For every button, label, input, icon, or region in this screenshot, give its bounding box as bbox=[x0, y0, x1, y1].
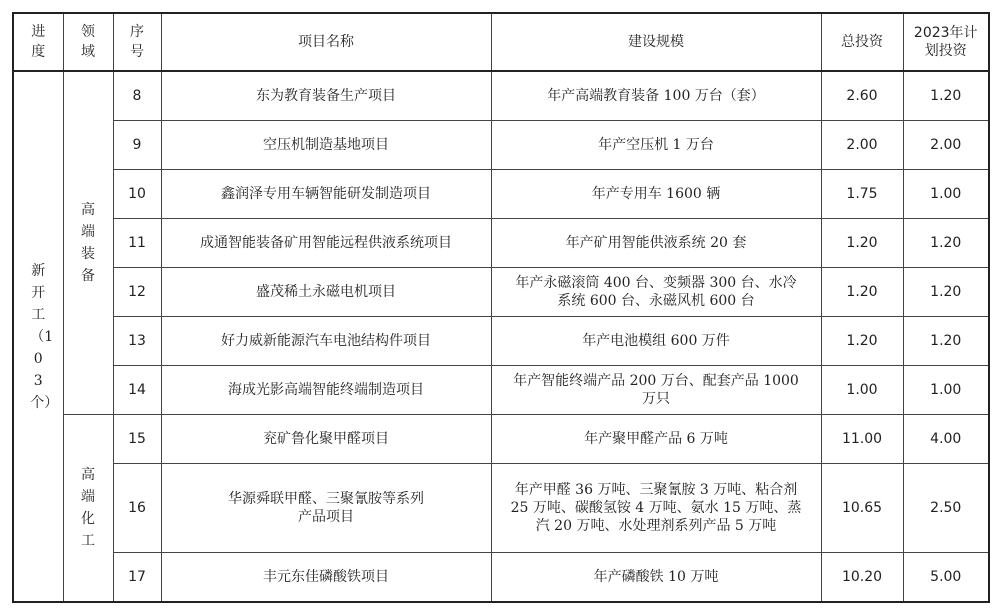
total-cell: 10.65 bbox=[821, 464, 903, 553]
seq-cell: 10 bbox=[113, 170, 161, 219]
header-plan: 2023年计划投资 bbox=[903, 13, 989, 71]
table-row bbox=[13, 553, 989, 603]
table-row bbox=[13, 366, 989, 415]
table-row bbox=[13, 268, 989, 317]
scale-cell: 年产空压机 1 万台 bbox=[491, 121, 821, 170]
seq-cell: 16 bbox=[113, 464, 161, 553]
scale-cell: 年产磷酸铁 10 万吨 bbox=[491, 553, 821, 603]
project-table bbox=[12, 12, 990, 603]
field-group-cell: 高端装备 bbox=[63, 71, 113, 415]
header-field: 领域 bbox=[63, 13, 113, 71]
table-row bbox=[13, 219, 989, 268]
plan-cell: 4.00 bbox=[903, 415, 989, 464]
seq-cell: 17 bbox=[113, 553, 161, 603]
total-cell: 1.20 bbox=[821, 268, 903, 317]
name-cell: 兖矿鲁化聚甲醛项目 bbox=[161, 415, 491, 464]
header-total: 总投资 bbox=[821, 13, 903, 71]
plan-cell: 5.00 bbox=[903, 553, 989, 603]
table-row bbox=[13, 317, 989, 366]
name-cell: 好力威新能源汽车电池结构件项目 bbox=[161, 317, 491, 366]
total-cell: 1.00 bbox=[821, 366, 903, 415]
total-cell: 1.20 bbox=[821, 317, 903, 366]
seq-cell: 12 bbox=[113, 268, 161, 317]
scale-cell: 年产矿用智能供液系统 20 套 bbox=[491, 219, 821, 268]
project-table-container bbox=[12, 12, 988, 602]
plan-cell: 1.00 bbox=[903, 366, 989, 415]
scale-cell: 年产甲醛 36 万吨、三聚氰胺 3 万吨、粘合剂 25 万吨、碳酸氢铵 4 万吨、氨水 15 万吨、蒸汽 20 万吨、水处理剂系列产品 5 万吨 bbox=[491, 464, 821, 553]
total-cell: 2.00 bbox=[821, 121, 903, 170]
name-cell: 盛茂稀土永磁电机项目 bbox=[161, 268, 491, 317]
scale-cell: 年产电池模组 600 万件 bbox=[491, 317, 821, 366]
plan-cell: 2.00 bbox=[903, 121, 989, 170]
table-row bbox=[13, 170, 989, 219]
name-cell: 丰元东佳磷酸铁项目 bbox=[161, 553, 491, 603]
seq-cell: 9 bbox=[113, 121, 161, 170]
total-cell: 1.20 bbox=[821, 219, 903, 268]
scale-cell: 年产高端教育装备 100 万台（套） bbox=[491, 71, 821, 121]
name-cell: 东为教育装备生产项目 bbox=[161, 71, 491, 121]
seq-cell: 8 bbox=[113, 71, 161, 121]
plan-cell: 1.20 bbox=[903, 317, 989, 366]
header-seq: 序号 bbox=[113, 13, 161, 71]
total-cell: 1.75 bbox=[821, 170, 903, 219]
table-row bbox=[13, 464, 989, 553]
scale-cell: 年产智能终端产品 200 万台、配套产品 1000 万只 bbox=[491, 366, 821, 415]
header-progress: 进度 bbox=[13, 13, 63, 71]
scale-cell: 年产永磁滚筒 400 台、变频器 300 台、水冷系统 600 台、永磁风机 600 台 bbox=[491, 268, 821, 317]
plan-cell: 1.20 bbox=[903, 71, 989, 121]
table-row bbox=[13, 71, 989, 121]
name-cell: 空压机制造基地项目 bbox=[161, 121, 491, 170]
name-cell: 华源舜联甲醛、三聚氰胺等系列产品项目 bbox=[161, 464, 491, 553]
seq-cell: 14 bbox=[113, 366, 161, 415]
total-cell: 2.60 bbox=[821, 71, 903, 121]
total-cell: 10.20 bbox=[821, 553, 903, 603]
seq-cell: 11 bbox=[113, 219, 161, 268]
header-name: 项目名称 bbox=[161, 13, 491, 71]
table-row bbox=[13, 415, 989, 464]
header-row bbox=[13, 13, 989, 71]
seq-cell: 13 bbox=[113, 317, 161, 366]
header-scale: 建设规模 bbox=[491, 13, 821, 71]
name-cell: 成通智能装备矿用智能远程供液系统项目 bbox=[161, 219, 491, 268]
name-cell: 鑫润泽专用车辆智能研发制造项目 bbox=[161, 170, 491, 219]
field-group-cell: 高端化工 bbox=[63, 415, 113, 603]
plan-cell: 1.20 bbox=[903, 219, 989, 268]
total-cell: 11.00 bbox=[821, 415, 903, 464]
table-row bbox=[13, 121, 989, 170]
progress-group-cell: 新开工（103个） bbox=[13, 71, 63, 602]
plan-cell: 2.50 bbox=[903, 464, 989, 553]
plan-cell: 1.00 bbox=[903, 170, 989, 219]
name-cell: 海成光影高端智能终端制造项目 bbox=[161, 366, 491, 415]
scale-cell: 年产专用车 1600 辆 bbox=[491, 170, 821, 219]
plan-cell: 1.20 bbox=[903, 268, 989, 317]
seq-cell: 15 bbox=[113, 415, 161, 464]
scale-cell: 年产聚甲醛产品 6 万吨 bbox=[491, 415, 821, 464]
